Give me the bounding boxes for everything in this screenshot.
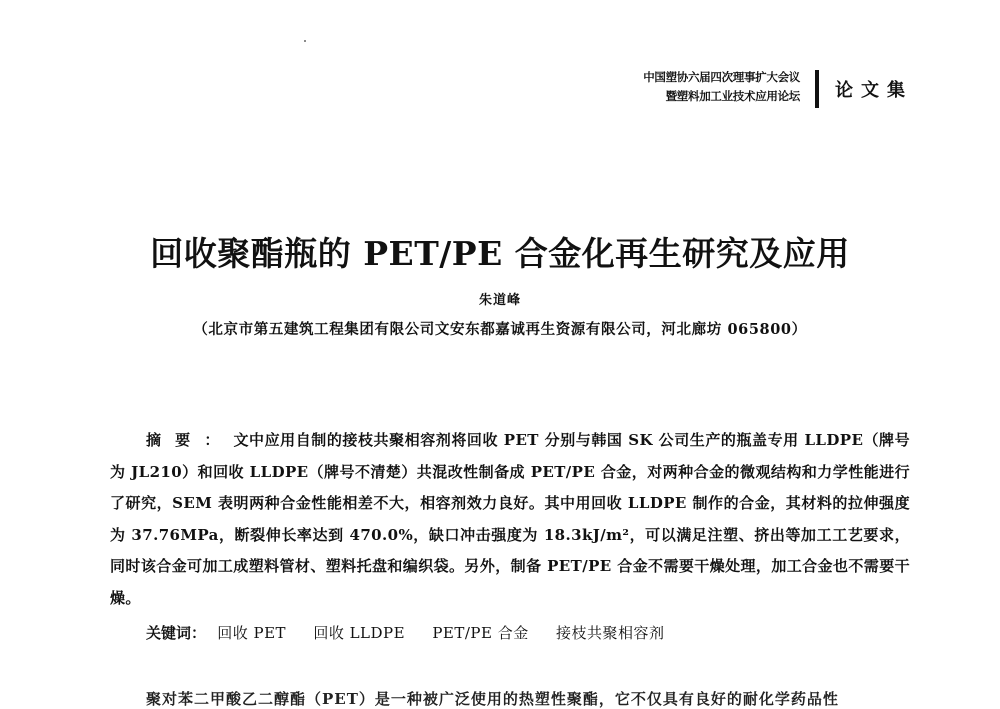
header-divider <box>815 70 819 108</box>
keyword: 回收 PET <box>217 624 287 642</box>
conference-line-2: 暨塑料加工业技术应用论坛 <box>665 89 800 103</box>
abstract <box>110 425 910 614</box>
running-header <box>600 68 940 112</box>
keywords-label: 关键词： <box>146 624 207 642</box>
paper-title: 回收聚酯瓶的 PET/PE 合金化再生研究及应用 <box>150 234 850 273</box>
author-affiliation: （北京市第五建筑工程集团有限公司文安东都嘉诚再生资源有限公司，河北廊坊 065800） <box>193 321 807 338</box>
author-name: 朱道峰 <box>478 293 521 308</box>
keyword: 回收 LLDPE <box>313 624 406 642</box>
abstract-label: 摘要： <box>146 431 234 449</box>
conference-line-1: 中国塑协六届四次理事扩大会议 <box>643 70 800 84</box>
collection-title: 论文集 <box>835 80 913 101</box>
conference-name <box>643 68 800 106</box>
keyword: 接枝共聚相容剂 <box>555 624 665 642</box>
abstract-text: 文中应用自制的接枝共聚相容剂将回收 PET 分别与韩国 SK 公司生产的瓶盖专用 LLDPE（牌号为 JL210）和回收 LLDPE（牌号不清楚）共混改性制备成 PET/PE 合金，对两种合金的微观结构和力学性能进行了研究，SEM 表明两种合金性能相差不大，相容剂效力良好。其中用回收 LLDPE 制作的合金，其材料的拉伸强度为 37.76MPa，断裂伸长率达到 470.0%，缺口冲击强度为 18.3kJ/m²，可以满足注塑、挤出等加工工艺要求，同时该合金可加工成塑料管材、塑料托盘和编织袋。另外，制备 PET/PE 合金不需要干燥处理，加工合金也不需要干燥。 <box>110 431 911 607</box>
stray-mark <box>304 40 306 42</box>
keywords <box>146 622 686 643</box>
body-first-line: 聚对苯二甲酸乙二醇酯（PET）是一种被广泛使用的热塑性聚酯，它不仅具有良好的耐化学药品性 <box>146 690 839 708</box>
keyword: PET/PE 合金 <box>432 624 529 642</box>
